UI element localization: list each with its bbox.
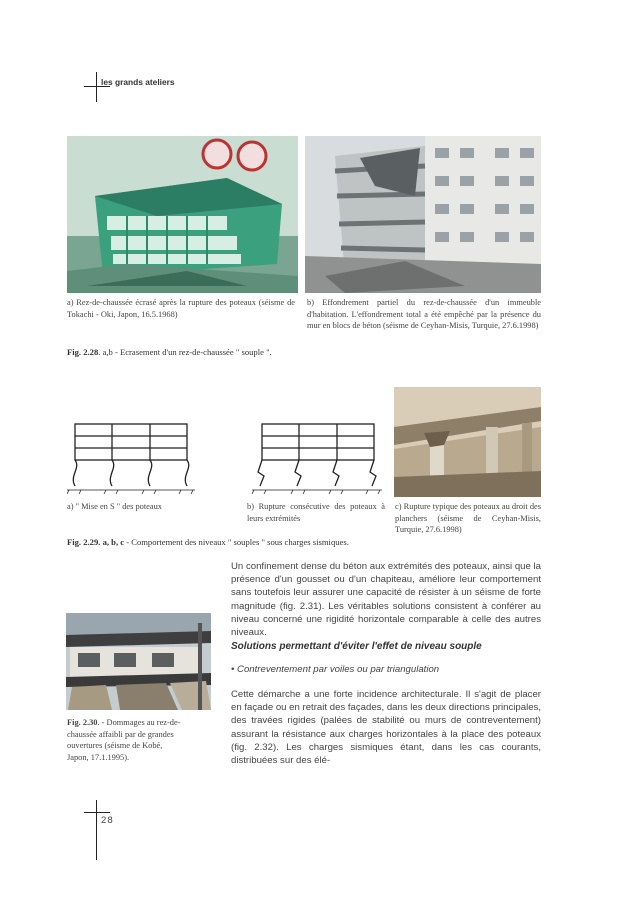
figure-label-2-28 bbox=[67, 347, 272, 357]
figure-number: Fig. 2.30 bbox=[67, 718, 98, 727]
caption-fig-2-28-a: a) Rez-de-chaussée écrasé après la rupture des poteaux (séisme de Tokachi - Oki, Japon, 16.5.1968) bbox=[67, 298, 295, 319]
figure-number: Fig. 2.29. a, b, c bbox=[67, 537, 125, 547]
crop-mark-bottom-v bbox=[96, 800, 97, 860]
caption-fig-2-29-b: b) Rupture consécutive des poteaux à leurs extrémités bbox=[247, 502, 385, 523]
paragraph-1: Un confinement dense du béton aux extrémités des poteaux, ainsi que la présence d'un gousset ou d'un chapiteau, améliore leur comportement sans toutefois leur assurer une capacité de résister à un séisme de forte magnitude (fig. 2.31). Les véritables solutions consistent à conférer au niveau concerné une rigidité horizontale comparable à celle des autres niveaux. bbox=[231, 561, 541, 639]
crop-mark-bottom-h bbox=[84, 812, 110, 813]
photo-fig-2-28-b bbox=[305, 136, 541, 293]
running-header: les grands ateliers bbox=[101, 77, 175, 87]
figure-caption-text: . - Dommages au rez-de-chaussée affaibli par de grandes ouvertures (séisme de Kobé, Japon, 17.1.1995). bbox=[67, 718, 181, 762]
figure-title: - Comportement des niveaux " souples " sous charges sismiques. bbox=[124, 537, 349, 547]
section-heading: Solutions permettant d'éviter l'effet de niveau souple bbox=[231, 641, 482, 652]
photo-fig-2-30 bbox=[66, 613, 211, 710]
figure-label-2-29 bbox=[67, 537, 349, 547]
crop-mark-top-v bbox=[96, 72, 97, 102]
photo-fig-2-29-c bbox=[394, 387, 541, 497]
section-subheading: • Contreventement par voiles ou par triangulation bbox=[231, 664, 440, 675]
diagram-fig-2-29-a bbox=[67, 420, 207, 498]
caption-fig-2-30 bbox=[67, 717, 185, 763]
photo-fig-2-28-a bbox=[67, 136, 298, 293]
diagram-fig-2-29-b bbox=[250, 420, 390, 498]
figure-number: Fig. 2.28 bbox=[67, 347, 99, 357]
caption-fig-2-28-b: b) Effondrement partiel du rez-de-chaussée d'un immeuble d'habitation. L'effondrement total a été empêché par la présence du mur en blocs de béton (séisme de Ceyhan-Misis, Turquie, 27.6.1998) bbox=[307, 298, 541, 331]
paragraph-2: Cette démarche a une forte incidence architecturale. Il s'agit de placer en façade ou en retrait des façades, dans les deux directions principales, des travées rigides (palées de stabilité ou murs de contreventement) assurant la résistance aux charges horizontales à la place des poteaux (fig. 2.32). Les charges sismiques étant, dans les cas courants, distribuées sur des élé- bbox=[231, 689, 541, 767]
figure-title: . a,b - Ecrasement d'un rez-de-chaussée " souple ". bbox=[98, 347, 272, 357]
caption-fig-2-29-c: c) Rupture typique des poteaux au droit des planchers (séisme de Ceyhan-Misis, Turquie, 27.6.1998) bbox=[395, 502, 541, 535]
page-number: 28 bbox=[101, 815, 114, 826]
caption-fig-2-29-a: a) " Mise en S " des poteaux bbox=[67, 502, 162, 511]
